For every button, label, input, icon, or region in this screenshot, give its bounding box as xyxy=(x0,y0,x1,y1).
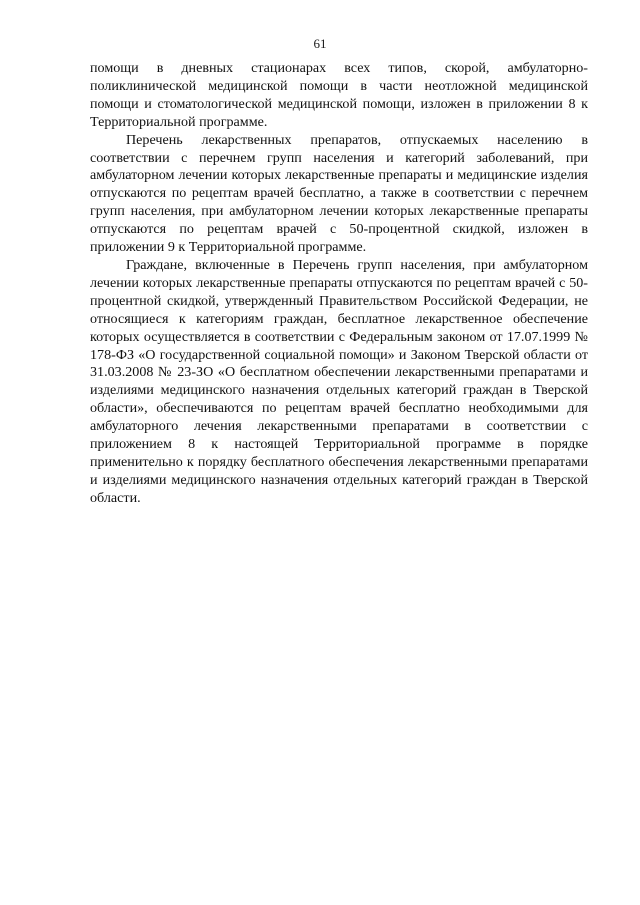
page-number: 61 xyxy=(313,36,327,51)
paragraph-2: Перечень лекарственных препаратов, отпускаемых населению в соответствии с перечнем групп населения и категорий заболеваний, при амбулаторном лечении которых лекарственные препараты и медицинские изделия отпускаются по рецептам врачей бесплатно, а также в соответствии с перечнем групп населения, при амбулаторном лечении которых лекарственные препараты отпускаются по рецептам врачей с 50-процентной скидкой, изложен в приложении 9 к Территориальной программе. xyxy=(90,131,588,256)
document-body xyxy=(90,60,588,508)
paragraph-3: Граждане, включенные в Перечень групп населения, при амбулаторном лечении которых лекарственные препараты отпускаются по рецептам врачей с 50-процентной скидкой, утвержденный Правительством Российской Федерации, не относящиеся к категориям граждан, бесплатное лекарственное обеспечение которых осуществляется в соответствии с Федеральным законом от 17.07.1999 № 178-ФЗ «О государственной социальной помощи» и Законом Тверской области от 31.03.2008 № 23-ЗО «О бесплатном обеспечении лекарственными препаратами и изделиями медицинского назначения отдельных категорий граждан в Тверской области», обеспечиваются по рецептам врачей бесплатно необходимыми для амбулаторного лечения лекарственными препаратами в соответствии с приложением 8 к настоящей Территориальной программе в порядке применительно к порядку бесплатного обеспечения лекарственными препаратами и изделиями медицинского назначения отдельных категорий граждан в Тверской области. xyxy=(90,256,588,506)
paragraph-1: помощи в дневных стационарах всех типов, скорой, амбулаторно-поликлинической медицинской помощи в части неотложной медицинской помощи и стоматологической медицинской помощи, изложен в приложении 8 к Территориальной программе. xyxy=(90,60,588,130)
